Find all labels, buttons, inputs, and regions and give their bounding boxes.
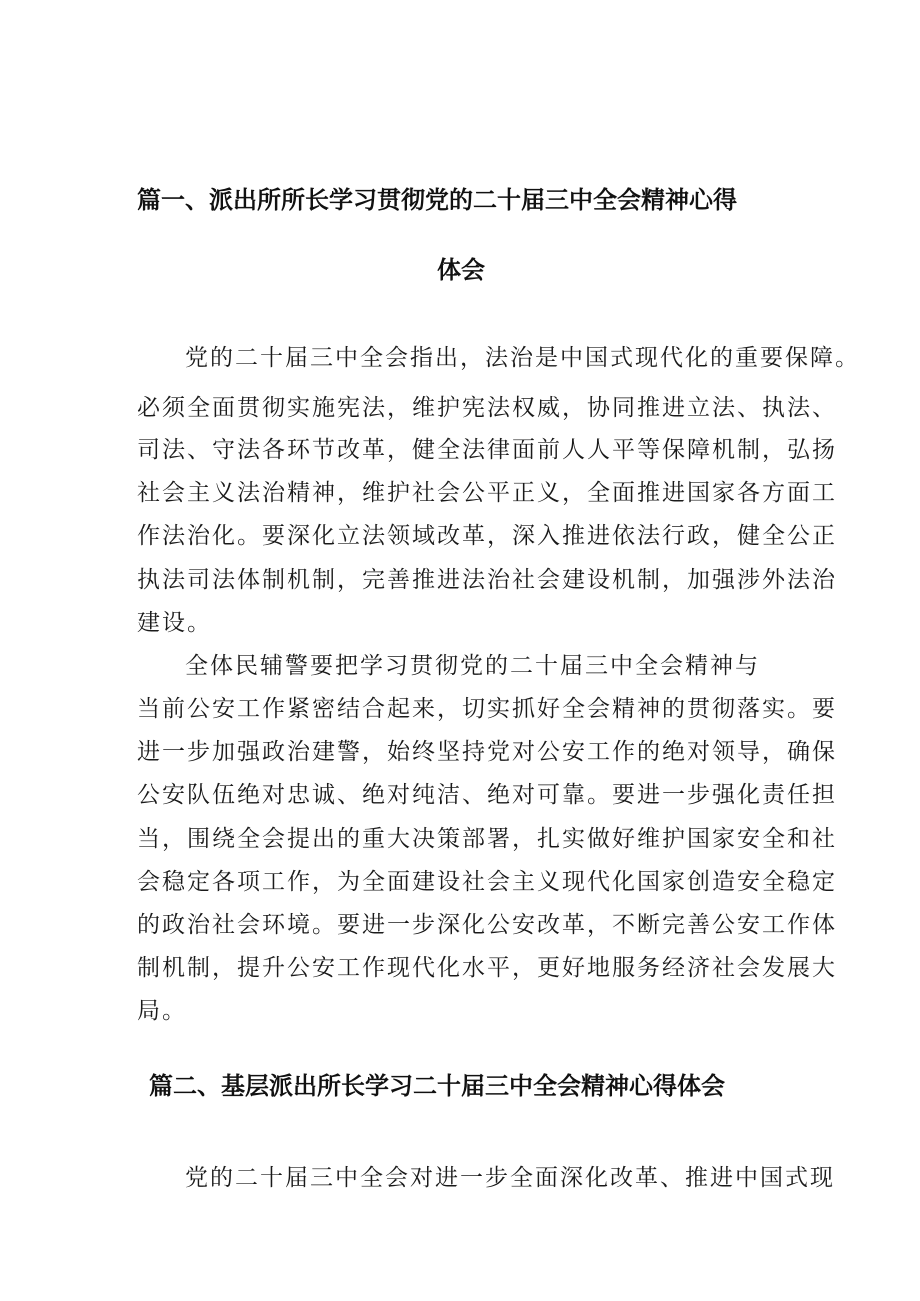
section1-paragraph2-line: 全体民辅警要把学习贯彻党的二十届三中全会精神与 <box>185 653 760 679</box>
section1-paragraph2-line: 会稳定各项工作，为全面建设社会主义现代化国家创造安全稳定 <box>137 869 837 895</box>
section1-paragraph2-line: 制机制，提升公安工作现代化水平，更好地服务经济社会发展大 <box>137 955 837 981</box>
section1-paragraph1-line: 党的二十届三中全会指出，法治是中国式现代化的重要保障。 <box>185 345 860 371</box>
section1-paragraph1-line: 作法治化。要深化立法领域改革，深入推进依法行政，健全公正 <box>137 523 837 549</box>
section1-paragraph1-line: 建设。 <box>137 610 212 636</box>
section2-paragraph1-line: 党的二十届三中全会对进一步全面深化改革、推进中国式现 <box>185 1165 835 1191</box>
section1-paragraph2-line: 的政治社会环境。要进一步深化公安改革，不断完善公安工作体 <box>137 912 837 938</box>
section1-paragraph1-line: 必须全面贯彻实施宪法，维护宪法权威，协同推进立法、执法、 <box>137 395 837 421</box>
section1-paragraph1-line: 社会主义法治精神，维护社会公平正义，全面推进国家各方面工 <box>137 480 837 506</box>
section1-paragraph2-line: 当，围绕全会提出的重大决策部署，扎实做好维护国家安全和社 <box>137 826 837 852</box>
section1-paragraph2-line: 局。 <box>137 998 187 1024</box>
section1-paragraph2-line: 进一步加强政治建警，始终坚持党对公安工作的绝对领导，确保 <box>137 739 837 765</box>
section1-paragraph1-line: 司法、守法各环节改革，健全法律面前人人平等保障机制，弘扬 <box>137 437 837 463</box>
section1-paragraph2-line: 公安队伍绝对忠诚、绝对纯洁、绝对可靠。要进一步强化责任担 <box>137 782 837 808</box>
section1-title-line2: 体会 <box>437 256 485 284</box>
section1-paragraph2-line: 当前公安工作紧密结合起来，切实抓好全会精神的贯彻落实。要 <box>137 696 837 722</box>
section2-title: 篇二、基层派出所长学习二十届三中全会精神心得体会 <box>149 1072 725 1100</box>
section1-title-line1: 篇一、派出所所长学习贯彻党的二十届三中全会精神心得 <box>137 186 737 214</box>
section1-paragraph1-line: 执法司法体制机制，完善推进法治社会建设机制，加强涉外法治 <box>137 567 837 593</box>
